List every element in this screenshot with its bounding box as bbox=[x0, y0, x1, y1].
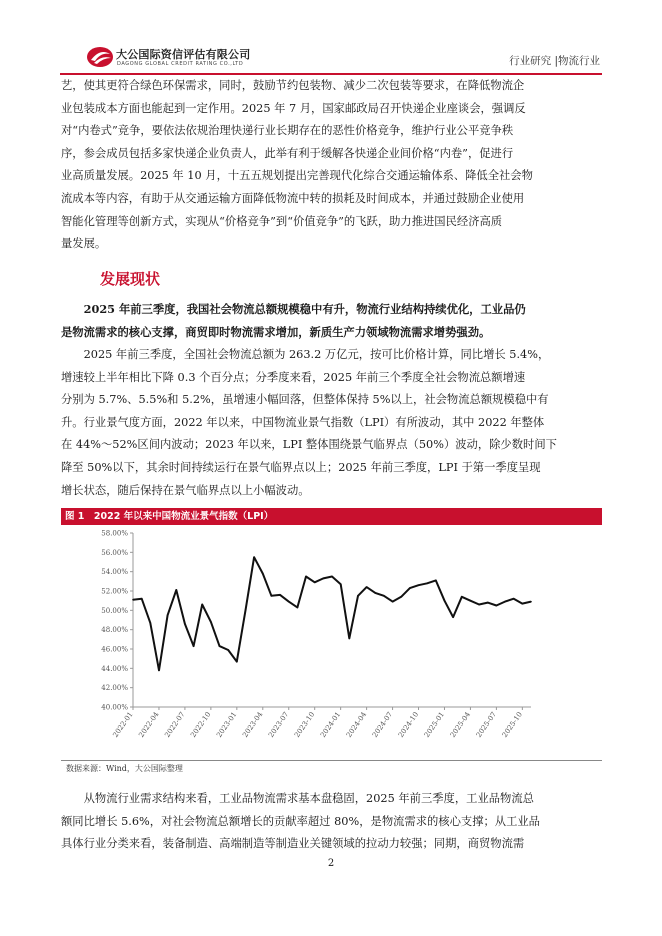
lpi-data-point bbox=[478, 604, 480, 606]
lpi-data-point bbox=[245, 610, 247, 612]
x-tick-label: 2024-04 bbox=[345, 710, 369, 739]
x-tick-label: 2022-10 bbox=[189, 710, 213, 739]
text-line: 额同比增长 5.6%，对社会物流总额增长的贡献率超过 80%，是物流需求的核心支撑；从工业品 bbox=[61, 814, 540, 828]
x-tick-label: 2024-01 bbox=[319, 710, 343, 739]
text-line: 升。行业景气度方面，2022 年以来，中国物流业景气指数（LPI）有所波动，其中 2022 年整体 bbox=[61, 415, 545, 429]
company-name-en: DAGONG GLOBAL CREDIT RATING CO.,LTD bbox=[117, 61, 244, 67]
lpi-data-point bbox=[279, 594, 281, 596]
figure-caption: 图 1 2022 年以来中国物流业景气指数（LPI） bbox=[65, 511, 274, 522]
text-line: 从物流行业需求结构来看，工业品物流需求基本盘稳固，2025 年前三季度，工业品物流总 bbox=[61, 792, 534, 805]
lpi-data-point bbox=[349, 638, 351, 640]
text-line: 流成本等内容，有助于从交通运输方面降低物流中转的损耗及时间成本，并通过鼓励企业使用 bbox=[61, 191, 525, 205]
lpi-data-point bbox=[496, 605, 498, 607]
x-tick-label: 2025-04 bbox=[448, 710, 473, 739]
lpi-data-point bbox=[374, 592, 376, 594]
text-line: 增长状态，随后保持在景气临界点以上小幅波动。 bbox=[61, 483, 310, 497]
lpi-data-point bbox=[400, 596, 402, 598]
page-header bbox=[0, 0, 662, 72]
y-tick-label: 44.00% bbox=[101, 664, 128, 673]
x-tick-label: 2022-04 bbox=[137, 710, 161, 739]
lpi-data-point bbox=[132, 599, 134, 601]
report-category: 行业研究 |物流行业 bbox=[509, 55, 600, 67]
x-tick-label: 2022-01 bbox=[111, 710, 135, 739]
section-title: 发展现状 bbox=[100, 270, 161, 288]
text-line: 降至 50%以下，其余时间持续运行在景气临界点以上；2025 年前三季度，LPI 于第一季度呈现 bbox=[61, 460, 541, 474]
lpi-data-point bbox=[236, 661, 238, 663]
text-line: 在 44%～52%区间内波动；2023 年以来，LPI 整体围绕景气临界点（50%）波动，除少数时间下 bbox=[61, 438, 557, 452]
text-line: 对“内卷式”竞争，要依法依规治理快递行业长期存在的恶性价格竞争，维护行业公平竞争秩 bbox=[61, 124, 514, 138]
lpi-data-point bbox=[150, 622, 152, 624]
closing-paragraph bbox=[61, 788, 602, 856]
lpi-data-point bbox=[487, 602, 489, 604]
lpi-data-point bbox=[175, 589, 177, 591]
y-tick-label: 54.00% bbox=[101, 568, 128, 577]
lpi-data-point bbox=[314, 582, 316, 584]
lpi-data-point bbox=[167, 614, 169, 616]
lpi-series-line bbox=[133, 557, 531, 670]
lpi-data-point bbox=[331, 576, 333, 578]
body-paragraph bbox=[61, 344, 602, 502]
x-tick-label: 2023-01 bbox=[215, 710, 239, 739]
summary-paragraph bbox=[61, 298, 602, 343]
y-tick-label: 46.00% bbox=[101, 645, 128, 654]
lpi-data-point bbox=[323, 578, 325, 580]
lpi-data-point bbox=[340, 583, 342, 585]
text-line: 序，参会成员包括多家快递企业负责人，此举有利于缓解各快递企业间价格“内卷”，促进行 bbox=[61, 146, 514, 160]
x-tick-label: 2023-10 bbox=[293, 710, 317, 739]
x-tick-label: 2022-07 bbox=[163, 710, 187, 739]
text-line: 智能化管理等创新方式，实现从“价格竞争”到“价值竞争”的飞跃，助力推进国民经济高质 bbox=[61, 214, 503, 228]
lpi-data-point bbox=[444, 600, 446, 602]
y-tick-label: 56.00% bbox=[101, 548, 128, 557]
lpi-data-point bbox=[452, 616, 454, 618]
y-tick-label: 52.00% bbox=[101, 587, 128, 596]
text-line: 2025 年前三季度，我国社会物流总额规模稳中有升，物流行业结构持续优化，工业品仍 bbox=[61, 302, 526, 316]
x-tick-label: 2024-07 bbox=[370, 710, 395, 739]
x-tick-label: 2023-07 bbox=[267, 710, 291, 739]
figure-caption-bar bbox=[61, 508, 602, 525]
dagong-logo-icon bbox=[86, 46, 116, 68]
lpi-data-point bbox=[530, 601, 532, 603]
lpi-data-point bbox=[392, 601, 394, 603]
page-number: 2 bbox=[327, 858, 335, 869]
text-line: 是物流需求的核心支撑，商贸即时物流需求增加，新质生产力领域物流需求增势强劲。 bbox=[61, 324, 491, 339]
lpi-data-point bbox=[305, 576, 307, 578]
x-tick-label: 2025-10 bbox=[500, 710, 524, 739]
lpi-data-point bbox=[366, 586, 368, 588]
lpi-data-point bbox=[504, 601, 506, 603]
company-name-cn: 大公国际资信评估有限公司 bbox=[116, 48, 251, 61]
text-line: 具体行业分类来看，装备制造、高端制造等制造业关键领域的拉动力较强；同期，商贸物流需 bbox=[61, 837, 525, 851]
lpi-data-point bbox=[271, 595, 273, 597]
lpi-data-point bbox=[357, 595, 359, 597]
lpi-data-point bbox=[435, 580, 437, 582]
text-line: 业高质量发展。2025 年 10 月，十五五规划提出完善现代化综合交通运输体系、降低全社会物 bbox=[61, 169, 533, 183]
text-line: 业包装成本方面也能起到一定作用。2025 年 7 月，国家邮政局召开快递企业座谈会，强调反 bbox=[61, 101, 526, 115]
intro-paragraph bbox=[61, 75, 602, 256]
lpi-data-point bbox=[193, 645, 195, 647]
lpi-data-point bbox=[210, 621, 212, 623]
lpi-data-point bbox=[262, 573, 264, 575]
y-axis bbox=[101, 530, 133, 712]
lpi-data-point bbox=[461, 596, 463, 598]
lpi-data-point bbox=[470, 600, 472, 602]
x-tick-label: 2023-04 bbox=[241, 710, 265, 739]
lpi-data-point bbox=[227, 649, 229, 651]
y-tick-label: 50.00% bbox=[101, 606, 128, 615]
lpi-data-point bbox=[426, 582, 428, 584]
lpi-line-chart bbox=[61, 525, 602, 760]
lpi-data-point bbox=[201, 604, 203, 606]
y-tick-label: 48.00% bbox=[101, 626, 128, 635]
x-tick-label: 2025-07 bbox=[474, 710, 499, 739]
text-line: 量发展。 bbox=[61, 237, 107, 251]
lpi-data-point bbox=[513, 598, 515, 600]
lpi-data-point bbox=[141, 598, 143, 600]
series-lpi bbox=[132, 556, 532, 671]
text-line: 增速较上半年相比下降 0.3 个百分点；分季度来看，2025 年前三个季度全社会物流总额增速 bbox=[61, 370, 526, 384]
lpi-data-point bbox=[522, 603, 524, 605]
x-axis bbox=[111, 707, 531, 739]
lpi-chart-container bbox=[61, 525, 602, 761]
y-tick-label: 40.00% bbox=[101, 703, 128, 712]
lpi-data-point bbox=[184, 623, 186, 625]
lpi-data-point bbox=[219, 645, 221, 647]
figure-source: 数据来源：Wind，大公国际整理 bbox=[66, 764, 183, 773]
lpi-data-point bbox=[383, 595, 385, 597]
text-line: 艺，使其更符合绿色环保需求，同时，鼓励节约包装物、减少二次包装等要求，在降低物流企 bbox=[61, 79, 525, 92]
x-tick-label: 2024-10 bbox=[396, 710, 421, 739]
lpi-data-point bbox=[297, 607, 299, 609]
lpi-data-point bbox=[253, 556, 255, 558]
lpi-data-point bbox=[288, 601, 290, 603]
lpi-data-point bbox=[158, 669, 160, 671]
y-tick-label: 42.00% bbox=[101, 684, 128, 693]
y-tick-label: 58.00% bbox=[101, 529, 128, 538]
x-tick-label: 2025-01 bbox=[422, 710, 447, 739]
text-line: 分别为 5.7%、5.5%和 5.2%，虽增速小幅回落，但整体保持 5%以上，社会物流总额规模稳中有 bbox=[61, 393, 549, 407]
lpi-data-point bbox=[418, 584, 420, 586]
lpi-data-point bbox=[409, 587, 411, 589]
text-line: 2025 年前三季度，全国社会物流总额为 263.2 万亿元，按可比价格计算，同比增长 5.4%， bbox=[61, 348, 550, 361]
